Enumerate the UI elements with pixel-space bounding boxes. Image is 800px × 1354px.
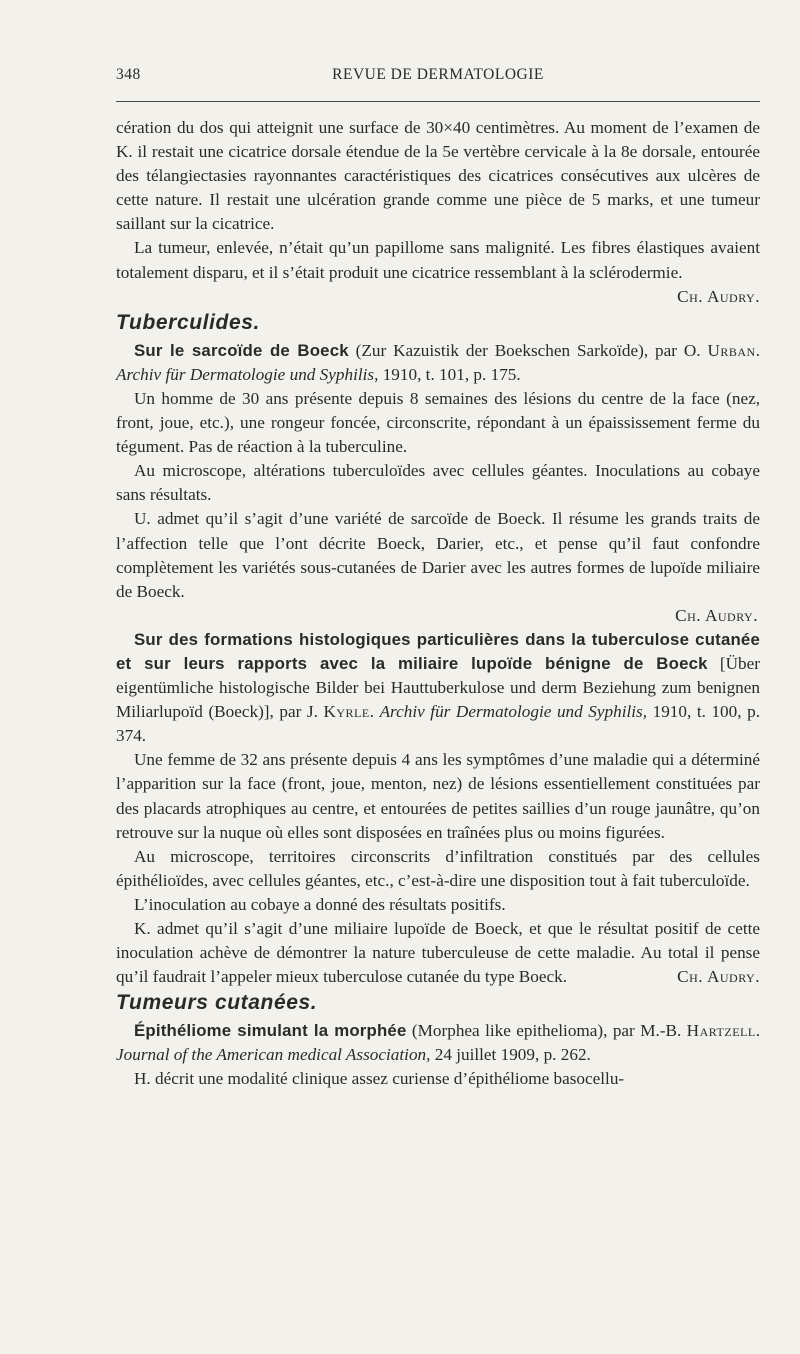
paragraph-text: K. admet qu’il s’agit d’une miliaire lupoïde de Boeck, et que le résultat positif de cette inoculation achève de démontrer la nature tuberculeuse de cette maladie. Au total il pense qu’il faudrait l’appeler mieux tuberculose cutanée du type Boeck.: [116, 919, 760, 987]
paragraph: H. décrit une modalité clinique assez curiense d’épithéliome basocellu-: [134, 1069, 625, 1089]
author-name: Hartzell: [686, 1021, 756, 1041]
reference-tail: 24 juillet 1909, p. 262.: [430, 1045, 591, 1065]
continued-paragraph-2: [116, 236, 760, 308]
section-heading-tuberculides: Tuberculides.: [116, 310, 260, 334]
page-header: [116, 60, 760, 94]
reference-text: .: [755, 1021, 760, 1041]
section-heading-tumeurs: Tumeurs cutanées.: [116, 991, 318, 1015]
header-rule: [116, 101, 760, 102]
journal-name: Archiv für Dermatologie und Syphilis,: [379, 702, 648, 722]
article-title: Épithéliome simulant la morphée: [134, 1021, 407, 1041]
article-title: Sur des formations histologiques particulières dans la tuberculose cutanée et sur leurs rapports avec la miliaire lupoïde bénigne de Boeck: [116, 629, 760, 673]
signature: Ch. Audry.: [677, 286, 760, 306]
article-title: Sur le sarcoïde de Boeck: [134, 340, 349, 360]
paragraph: Au microscope, altérations tuberculoïdes avec cellules géantes. Inoculations au cobaye sans résultats.: [116, 461, 760, 505]
paragraph: Une femme de 32 ans présente depuis 4 ans les symptômes d’une maladie qui a déterminé l’apparition sur la face (front, joue, menton, nez) de lésions essentiellement constituées par des placards atrophiques au centre, et entourées de petites saillies d’un rouge jaunâtre, qu’on retrouve sur la nuque où elles sont disposées en traînées plus ou moins figurées.: [116, 750, 760, 842]
signature: Ch. Audry.: [675, 605, 758, 625]
article-reference: [116, 1019, 760, 1067]
paragraph: L’inoculation au cobaye a donné des résultats positifs.: [134, 894, 506, 914]
journal-name: Journal of the American medical Association,: [116, 1045, 431, 1065]
continued-paragraph-2-text: La tumeur, enlevée, n’était qu’un papillome sans malignité. Les fibres élastiques avaient totalement disparu, et il s’était produit une cicatrice ressemblant à la sclérodermie.: [116, 238, 760, 282]
page-number: 348: [116, 66, 141, 83]
reference-text: (Morphea like epithelioma), par M.-B.: [406, 1021, 687, 1041]
reference-text: .: [755, 340, 761, 360]
article-reference: [116, 339, 760, 387]
continued-paragraph-1: cération du dos qui atteignit une surface de 30×40 centimètres. Au moment de l’examen de K. il restait une cicatrice dorsale étendue de la 5e vertèbre cervicale à la 8e dorsale, entourée des télangiectasies rayonnantes caractéristiques des cicatrices consécutives aux ulcères de cette nature. Il restait une ulcération grande comme une pièce de 5 marks, et une tumeur saillant sur la cicatrice.: [116, 118, 760, 234]
reference-text: [Über eigentümliche histologische Bilder bei Hauttuberkulose und derm Beziehung zum benignen Miliarlupoïd (Boeck)], par J.: [116, 653, 760, 722]
author-name: Urban: [707, 340, 756, 360]
running-title: REVUE DE DERMATOLOGIE: [332, 66, 544, 83]
journal-name: Archiv für Dermatologie und Syphilis,: [116, 364, 379, 384]
reference-tail: 1910, t. 101, p. 175.: [378, 364, 521, 384]
paragraph: Un homme de 30 ans présente depuis 8 semaines des lésions du centre de la face (nez, front, joue, etc.), une rongeur foncée, circonscrite, répondant à un épaississement ferme du tégument. Pas de réaction à la tuberculine.: [116, 388, 760, 457]
article-reference: [116, 628, 760, 748]
paragraph: [116, 917, 760, 989]
reference-tail: 1910, t. 100, p. 374.: [116, 702, 760, 746]
text-body: [116, 116, 760, 1092]
paragraph: Au microscope, territoires circonscrits d’infiltration constitués par des cellules épithélioïdes, avec cellules géantes, etc., c’est-à-dire une disposition tout à fait tuberculoïde.: [116, 846, 760, 890]
author-name: Kyrle: [323, 702, 370, 722]
reference-text: .: [369, 702, 380, 722]
paragraph: U. admet qu’il s’agit d’une variété de sarcoïde de Boeck. Il résume les grands traits de l’affection telle que l’ont décrite Boeck, Darier, etc., et pense qu’il faut confondre complètement les variétés sous-cutanées de Darier avec les autres formes de lupoïde miliaire de Boeck.: [116, 509, 760, 601]
signature: Ch. Audry.: [677, 967, 760, 987]
reference-text: (Zur Kazuistik der Boekschen Sarkoïde), par O.: [348, 340, 708, 360]
